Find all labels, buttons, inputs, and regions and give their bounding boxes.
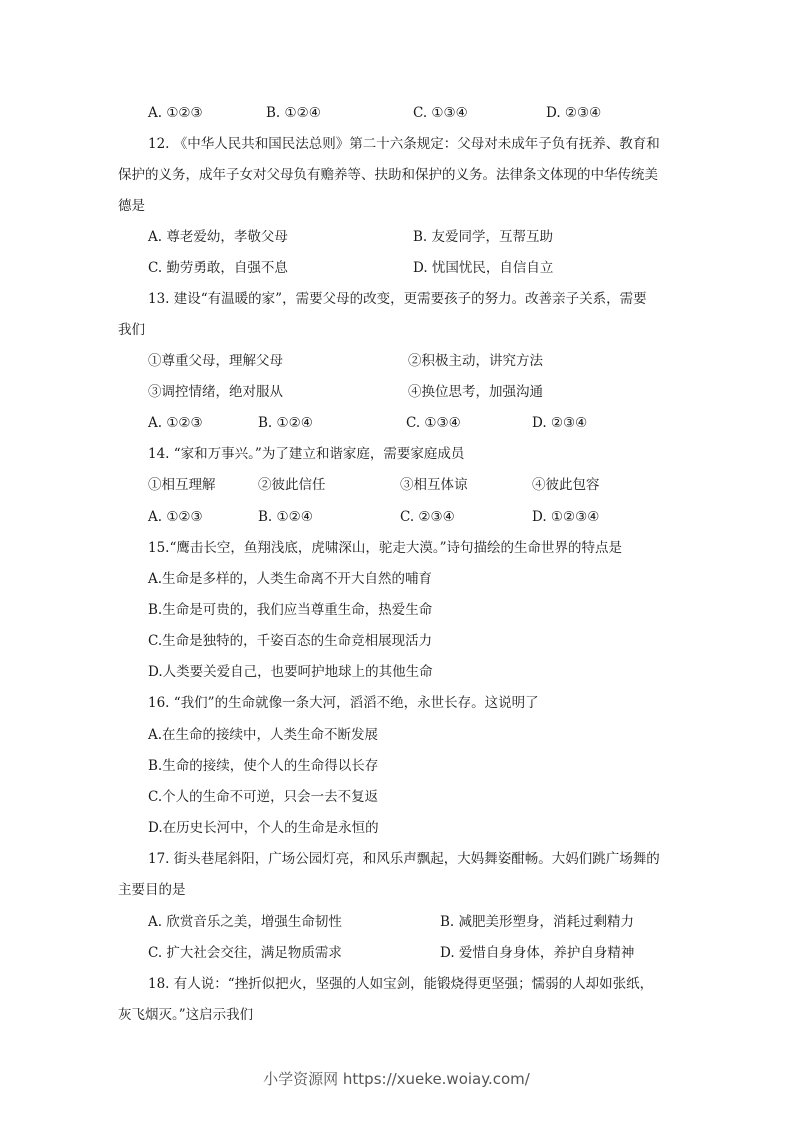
q15-option-d: D.人类要关爱自己，也要呵护地球上的其他生命 [148, 664, 433, 680]
footer-watermark: 小学资源网 https://xueke.woiay.com/ [263, 1070, 530, 1088]
q16-option-d: D.在历史长河中，个人的生命是永恒的 [148, 820, 379, 836]
q16-option-b: B.生命的接续，使个人的生命得以长存 [148, 758, 379, 774]
q17-option-c: C. 扩大社会交往，满足物质需求 [148, 945, 342, 961]
q13-item-3: ③调控情绪，绝对服从 [148, 384, 283, 400]
q14-stem: 14. “家和万事兴。”为了建立和谐家庭，需要家庭成员 [148, 446, 465, 462]
q13-option-b: B. ①②④ [258, 415, 313, 431]
q15-option-a: A.生命是多样的，人类生命离不开大自然的哺育 [148, 571, 433, 587]
q13-option-a: A. ①②③ [148, 415, 203, 431]
q12-option-d: D. 忧国忧民，自信自立 [413, 260, 554, 276]
q14-item-4: ④彼此包容 [532, 477, 600, 493]
q13-item-4: ④换位思考，加强沟通 [408, 384, 543, 400]
q16-stem: 16. “我们”的生命就像一条大河，滔滔不绝，永世长存。这说明了 [148, 695, 539, 711]
q14-option-c: C. ②③④ [400, 509, 455, 525]
q11-option-d: D. ②③④ [546, 105, 602, 121]
q11-option-c: C. ①③④ [413, 105, 468, 121]
q15-stem: 15.“鹰击长空，鱼翔浅底，虎啸深山，驼走大漠。”诗句描绘的生命世界的特点是 [148, 540, 623, 556]
q13-item-1: ①尊重父母，理解父母 [148, 353, 283, 369]
q16-option-a: A.在生命的接续中，人类生命不断发展 [148, 727, 379, 743]
q12-stem-line2: 保护的义务，成年子女对父母负有赡养等、扶助和保护的义务。法律条文体现的中华传统美 [118, 167, 658, 183]
q14-item-1: ①相互理解 [148, 477, 216, 493]
q13-option-d: D. ②③④ [532, 415, 588, 431]
q17-stem-line2: 主要目的是 [118, 882, 186, 898]
q18-stem-line2: 灰飞烟灭。”这启示我们 [118, 1007, 254, 1023]
q12-option-a: A. 尊老爱幼，孝敬父母 [148, 229, 288, 245]
q17-option-b: B. 减肥美形塑身，消耗过剩精力 [440, 914, 635, 930]
q18-stem-line1: 18. 有人说：“挫折似把火，坚强的人如宝剑，能锻烧得更坚强；懦弱的人却如张纸， [148, 976, 654, 992]
q13-stem-line1: 13. 建设“有温暖的家”，需要父母的改变，更需要孩子的努力。改善亲子关系，需要 [148, 291, 647, 307]
q14-option-a: A. ①②③ [148, 509, 203, 525]
q14-option-d: D. ①②③④ [532, 509, 600, 525]
q12-option-c: C. 勤劳勇敢，自强不息 [148, 260, 288, 276]
q17-option-a: A. 欣赏音乐之美，增强生命韧性 [148, 914, 342, 930]
q16-option-c: C.个人的生命不可逆，只会一去不复返 [148, 789, 379, 805]
q14-item-3: ③相互体谅 [400, 477, 468, 493]
q13-option-c: C. ①③④ [406, 415, 461, 431]
q13-stem-line2: 我们 [118, 322, 145, 338]
q12-option-b: B. 友爱同学，互帮互助 [413, 229, 554, 245]
q14-option-b: B. ①②④ [258, 509, 313, 525]
q17-option-d: D. 爱惜自身身体，养护自身精神 [440, 945, 635, 961]
q17-stem-line1: 17. 街头巷尾斜阳，广场公园灯亮，和风乐声飘起，大妈舞姿酣畅。大妈们跳广场舞的 [148, 851, 660, 867]
q13-item-2: ②积极主动，讲究方法 [408, 353, 543, 369]
q11-option-a: A. ①②③ [148, 105, 203, 121]
q12-stem-line3: 德是 [118, 198, 145, 214]
q12-stem-line1: 12. 《中华人民共和国民法总则》第二十六条规定：父母对未成年子负有抚养、教育和 [148, 136, 660, 152]
q11-option-b: B. ①②④ [266, 105, 321, 121]
q15-option-b: B.生命是可贵的，我们应当尊重生命，热爱生命 [148, 602, 433, 618]
q14-item-2: ②彼此信任 [258, 477, 326, 493]
q15-option-c: C.生命是独特的，千姿百态的生命竞相展现活力 [148, 633, 433, 649]
